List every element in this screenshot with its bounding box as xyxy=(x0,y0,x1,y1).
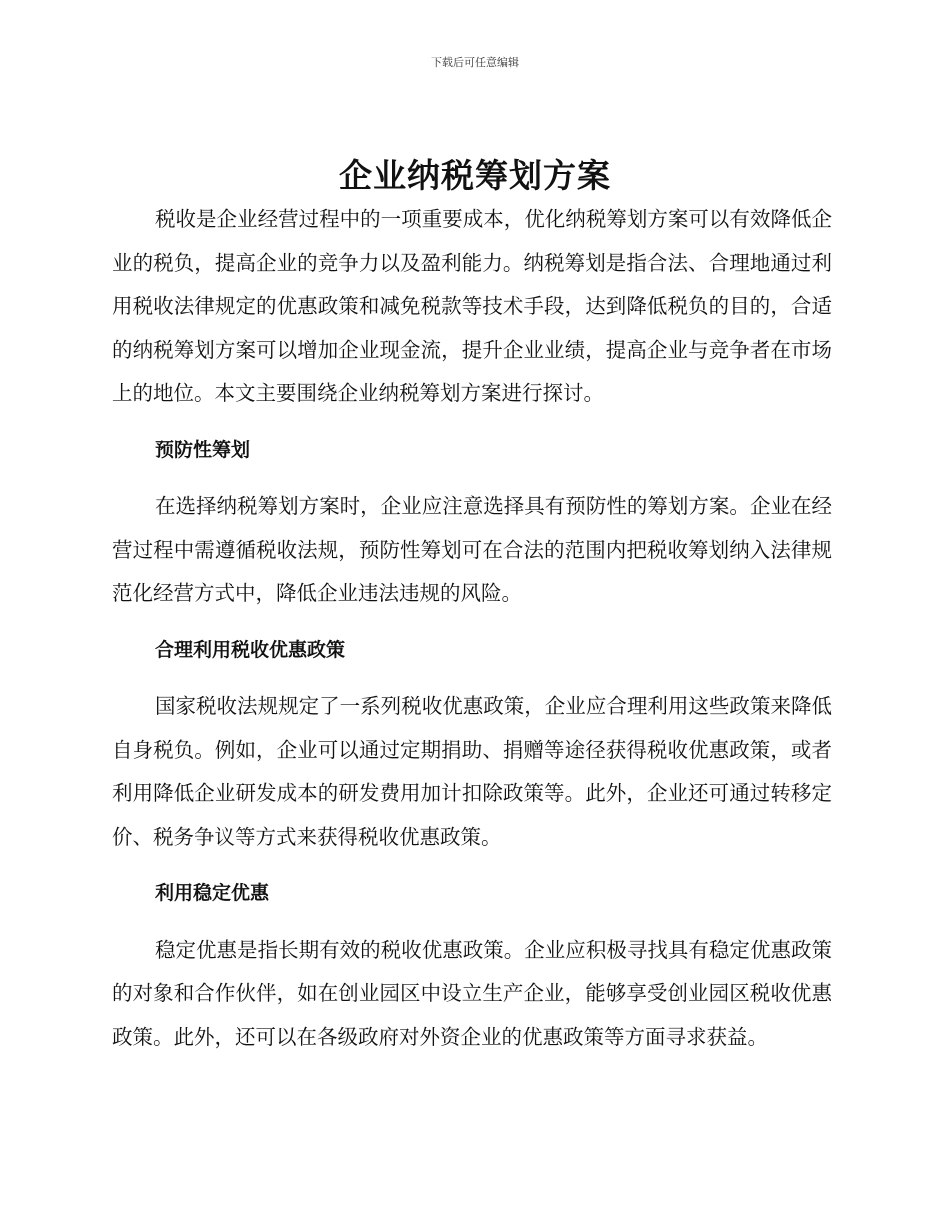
section-heading-stable-incentives: 利用稳定优惠 xyxy=(155,882,270,904)
header-note: 下载后可任意编辑 xyxy=(431,56,519,69)
document-title: 企业纳税筹划方案 xyxy=(339,156,611,195)
intro-paragraph: 税收是企业经营过程中的一项重要成本，优化纳税筹划方案可以有效降低企业的税负，提高企业的竞争力以及盈利能力。纳税筹划是指合法、合理地通过利用税收法律规定的优惠政策和减免税款等技术手段，达到降低税负的目的，合适的纳税筹划方案可以增加企业现金流，提升企业业绩，提高企业与竞争者在市场上的地位。本文主要围绕企业纳税筹划方案进行探讨。 xyxy=(112,207,832,405)
section-heading-preventive: 预防性筹划 xyxy=(155,438,251,461)
section-heading-tax-incentives: 合理利用税收优惠政策 xyxy=(155,638,346,661)
document-body xyxy=(112,198,832,1059)
section-body-stable-incentives: 稳定优惠是指长期有效的税收优惠政策。企业应积极寻找具有稳定优惠政策的对象和合作伙伴，如在创业园区中设立生产企业，能够享受创业园区税收优惠政策。此外，还可以在各级政府对外资企业的优惠政策等方面寻求获益。 xyxy=(112,937,832,1049)
section-body-preventive: 在选择纳税筹划方案时，企业应注意选择具有预防性的筹划方案。企业在经营过程中需遵循税收法规，预防性筹划可在合法的范围内把税收筹划纳入法律规范化经营方式中，降低企业违法违规的风险。 xyxy=(112,494,832,605)
section-body-tax-incentives: 国家税收法规规定了一系列税收优惠政策，企业应合理利用这些政策来降低自身税负。例如，企业可以通过定期捐助、捐赠等途径获得税收优惠政策，或者利用降低企业研发成本的研发费用加计扣除政策等。此外，企业还可通过转移定价、税务争议等方式来获得税收优惠政策。 xyxy=(112,694,832,849)
